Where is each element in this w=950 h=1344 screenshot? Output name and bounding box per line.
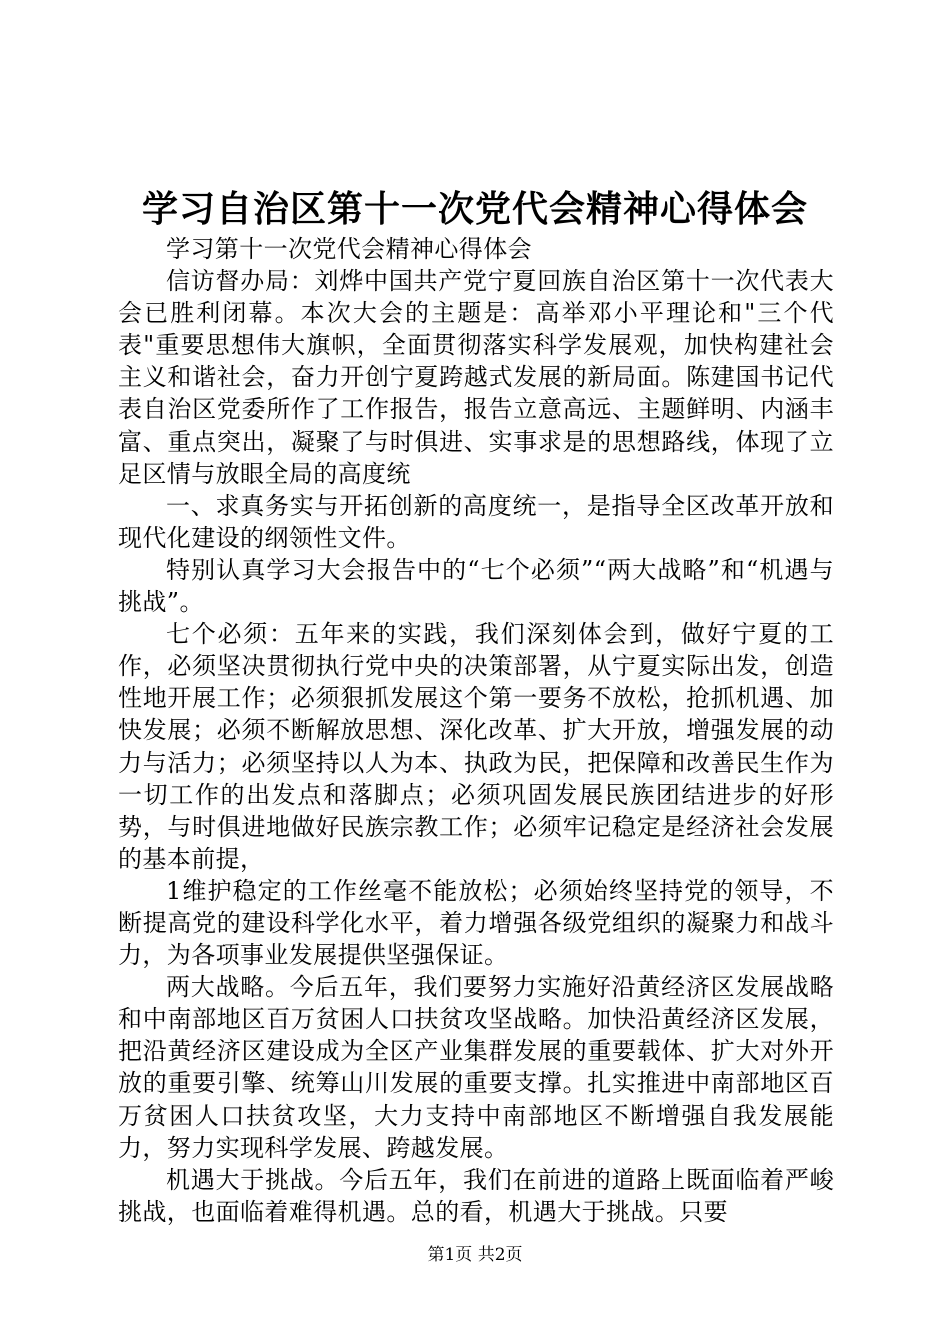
document-body — [118, 233, 834, 1228]
paragraph-intro: 信访督办局：刘烨中国共产党宁夏回族自治区第十一次代表大会已胜利闭幕。本次大会的主题是：高举邓小平理论和"三个代表"重要思想伟大旗帜，全面贯彻落实科学发展观，加快构建社会主义和谐社会，奋力开创宁夏跨越式发展的新局面。陈建国书记代表自治区党委所作了工作报告，报告立意高远、主题鲜明、内涵丰富、重点突出，凝聚了与时俱进、实事求是的思想路线，体现了立足区情与放眼全局的高度统 — [118, 267, 834, 488]
paragraph-seven-musts: 七个必须：五年来的实践，我们深刻体会到，做好宁夏的工作，必须坚决贯彻执行党中央的决策部署，从宁夏实际出发，创造性地开展工作；必须狠抓发展这个第一要务不放松，抢抓机遇、加快发展；必须不断解放思想、深化改革、扩大开放，增强发展的动力与活力；必须坚持以人为本、执政为民，把保障和改善民生作为一切工作的出发点和落脚点；必须巩固发展民族团结进步的好形势，与时俱进地做好民族宗教工作；必须牢记稳定是经济社会发展的基本前提， — [118, 620, 834, 873]
paragraph-subtitle: 学习第十一次党代会精神心得体会 — [166, 235, 532, 263]
page-footer: 第1页 共2页 — [427, 1245, 523, 1265]
document-title: 学习自治区第十一次党代会精神心得体会 — [141, 188, 808, 230]
paragraph-stability: 1维护稳定的工作丝毫不能放松；必须始终坚持党的领导，不断提高党的建设科学化水平，着力增强各级党组织的凝聚力和战斗力，为各项事业发展提供坚强保证。 — [118, 876, 834, 970]
paragraph-two-strategies: 两大战略。今后五年，我们要努力实施好沿黄经济区发展战略和中南部地区百万贫困人口扶贫攻坚战略。加快沿黄经济区发展，把沿黄经济区建设成为全区产业集群发展的重要载体、扩大对外开放的重要引擎、统筹山川发展的重要支撑。扎实推进中南部地区百万贫困人口扶贫攻坚，大力支持中南部地区不断增强自我发展能力，努力实现科学发展、跨越发展。 — [118, 973, 834, 1162]
paragraph-opportunities: 机遇大于挑战。今后五年，我们在前进的道路上既面临着严峻挑战，也面临着难得机遇。总的看，机遇大于挑战。只要 — [118, 1165, 834, 1226]
paragraph-unity: 一、求真务实与开拓创新的高度统一，是指导全区改革开放和现代化建设的纲领性文件。 — [118, 491, 834, 552]
paragraph-study-focus: 特别认真学习大会报告中的“七个必须”“两大战略”和“机遇与挑战”。 — [118, 555, 834, 617]
